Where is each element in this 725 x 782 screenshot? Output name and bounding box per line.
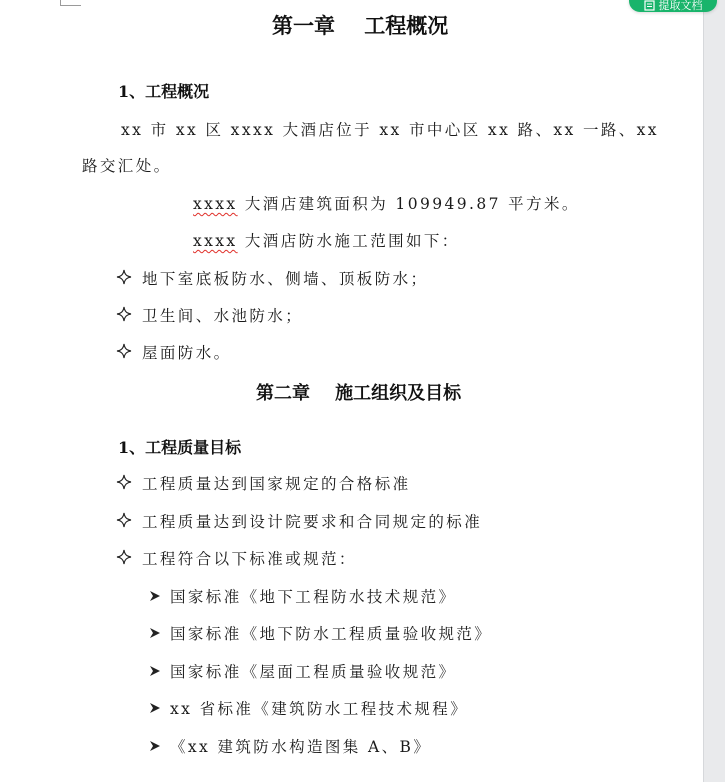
paragraph-area xyxy=(193,192,580,214)
paragraph-location-text: xx 市 xx 区 xxxx 大酒店位于 xx 市中心区 xx 路、xx 一路、xx xyxy=(121,121,659,139)
arrow-bullet-icon xyxy=(149,702,161,714)
diamond-bullet-icon xyxy=(116,306,132,322)
paragraph-scope xyxy=(193,229,460,251)
standard-item: 国家标准《地下工程防水技术规范》 xyxy=(170,588,457,606)
diamond-bullet-icon xyxy=(116,343,132,359)
hotel-name: xxxx xyxy=(193,195,238,213)
standard-item: xx 省标准《建筑防水工程技术规程》 xyxy=(170,700,469,718)
paragraph-location-line1 xyxy=(121,118,659,140)
section-2-1-title: 1、工程质量目标 xyxy=(118,438,242,457)
extract-document-label: 提取文档 xyxy=(658,0,703,12)
hotel-name: xxxx xyxy=(193,232,238,250)
diamond-bullet-icon xyxy=(116,474,132,490)
goal-item: 工程质量达到设计院要求和合同规定的标准 xyxy=(142,513,483,531)
arrow-bullet-icon xyxy=(149,590,161,602)
paragraph-location-line2: 路交汇处。 xyxy=(82,157,172,175)
arrow-bullet-icon xyxy=(149,627,161,639)
scope-item: 卫生间、水池防水； xyxy=(142,307,304,325)
diamond-bullet-icon xyxy=(116,269,132,285)
standard-item: 《xx 建筑防水构造图集 A、B》 xyxy=(170,738,432,756)
paragraph-area-text: 大酒店建筑面积为 109949.87 平方米。 xyxy=(237,195,580,213)
section-1-1-title: 1、工程概况 xyxy=(118,82,210,101)
arrow-bullet-icon xyxy=(149,740,161,752)
standard-item: 国家标准《地下防水工程质量验收规范》 xyxy=(170,625,493,643)
scope-item: 地下室底板防水、侧墙、顶板防水； xyxy=(142,270,429,288)
diamond-bullet-icon xyxy=(116,549,132,565)
paragraph-scope-text: 大酒店防水施工范围如下： xyxy=(237,232,460,250)
diamond-bullet-icon xyxy=(116,512,132,528)
scope-item: 屋面防水。 xyxy=(142,344,232,362)
viewer-gutter xyxy=(703,0,725,782)
chapter-1-title: 第一章 工程概况 xyxy=(272,14,449,38)
goal-item: 工程符合以下标准或规范： xyxy=(142,550,357,568)
arrow-bullet-icon xyxy=(149,665,161,677)
document-icon xyxy=(644,0,655,11)
page-corner-mark xyxy=(60,0,81,6)
standard-item: 国家标准《屋面工程质量验收规范》 xyxy=(170,663,457,681)
extract-document-button[interactable] xyxy=(629,0,717,12)
goal-item: 工程质量达到国家规定的合格标准 xyxy=(142,475,411,493)
chapter-2-title: 第二章 施工组织及目标 xyxy=(256,383,462,404)
